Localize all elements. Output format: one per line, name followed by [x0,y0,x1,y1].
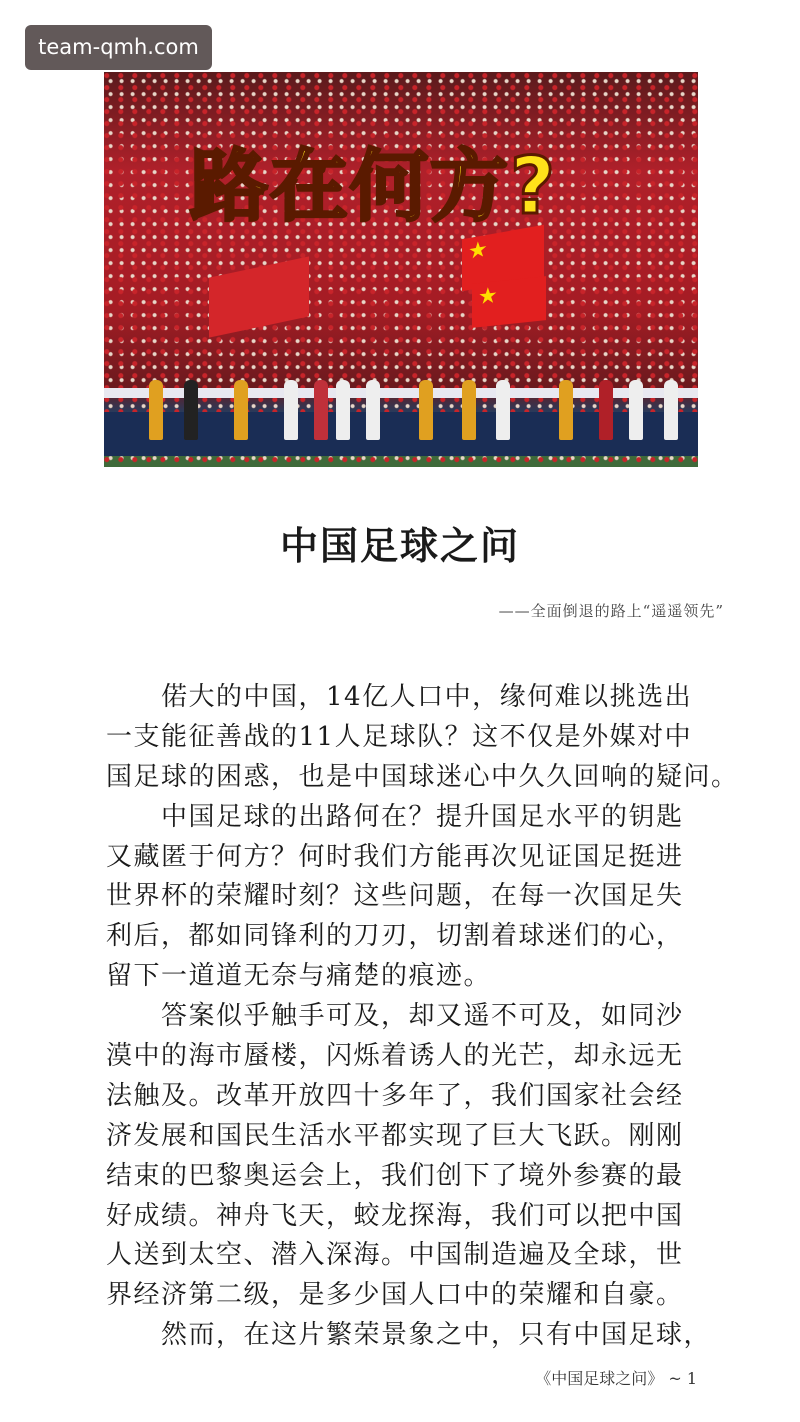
player [462,380,476,440]
text-line: 留下一道道无奈与痛楚的痕迹。 [106,961,492,992]
text-line: 结束的巴黎奥运会上，我们创下了境外参赛的最 [106,1160,684,1191]
china-flag: ★ [462,225,544,291]
player [496,380,510,440]
photo-headline: 路在何方? [190,142,558,232]
china-flag: ★ [472,276,546,328]
player [599,380,613,440]
red-flag-left [209,256,309,337]
text-line: 利后，都如同锋利的刀刃，切割着球迷们的心， [106,921,684,952]
text-line: 答案似乎触手可及，却又遥不可及，如同沙 [106,1001,684,1032]
article-title: 中国足球之问 [279,524,520,568]
text-line: 世界杯的荣耀时刻？这些问题，在每一次国足失 [106,881,684,912]
text-line: 然而，在这片繁荣景象之中，只有中国足球， [106,1320,712,1351]
text-line: 界经济第二级，是多少国人口中的荣耀和自豪。 [106,1280,684,1311]
player [366,380,380,440]
player [184,380,198,440]
text-line: 偌大的中国，14亿人口中，缘何难以挑选出 [106,682,693,712]
text-line: 又藏匿于何方？何时我们方能再次见证国足挺进 [106,841,684,872]
text-line: 人送到太空、潜入深海。中国制造遍及全球，世 [106,1240,684,1271]
player [336,380,350,440]
stadium-photo [104,72,698,467]
player [629,380,643,440]
text-line: 中国足球的出路何在？提升国足水平的钥匙 [106,801,684,832]
article-body [106,678,756,1356]
text-line: 一支能征善战的11人足球队？这不仅是外媒对中 [106,721,693,752]
player [284,380,298,440]
player [314,380,328,440]
player [419,380,433,440]
text-line: 济发展和国民生活水平都实现了巨大飞跃。刚刚 [106,1120,684,1151]
page-footer: 《中国足球之问》 ~ 1 [535,1369,697,1388]
player [234,380,248,440]
player [664,380,678,440]
text-line: 好成绩。神舟飞天，蛟龙探海，我们可以把中国 [106,1200,684,1231]
watermark-label: team-qmh.com [25,25,212,70]
text-line: 国足球的困惑，也是中国球迷心中久久回响的疑问。 [106,761,739,792]
article-subtitle: ——全面倒退的路上“遥遥领先” [498,602,724,620]
text-line: 漠中的海市蜃楼，闪烁着诱人的光芒，却永远无 [106,1041,684,1072]
player [559,380,573,440]
text-line: 法触及。改革开放四十多年了，我们国家社会经 [106,1080,684,1111]
player [149,380,163,440]
